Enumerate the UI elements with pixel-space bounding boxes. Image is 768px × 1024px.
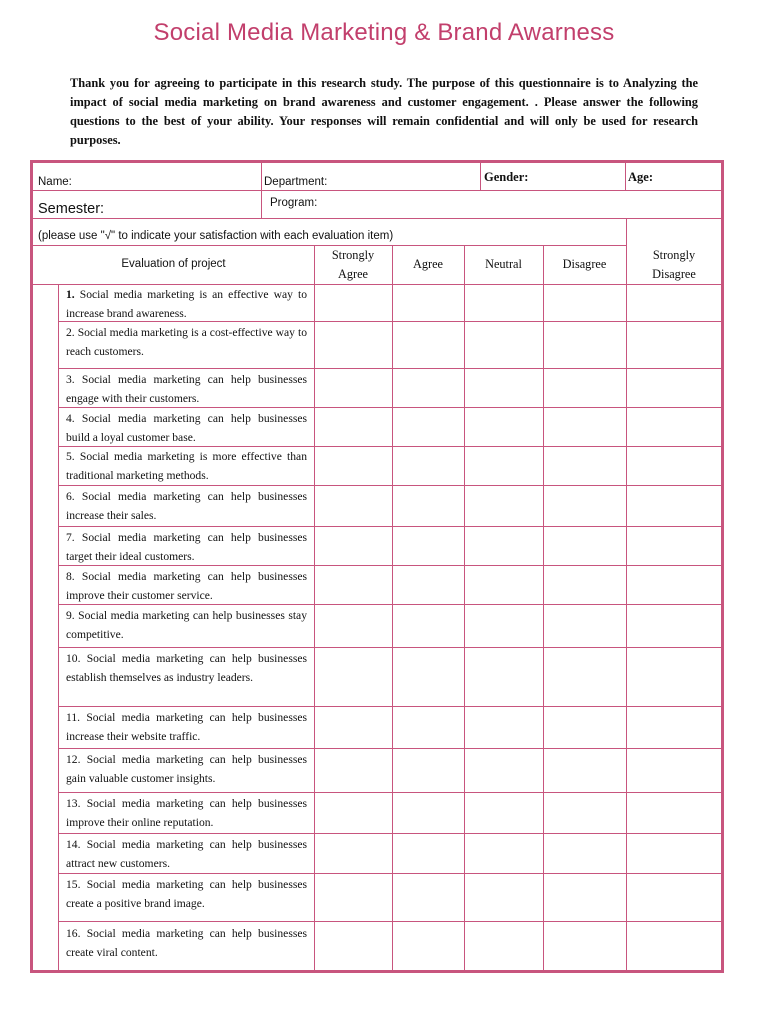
answer-cell-disagree[interactable] [544, 447, 626, 485]
question-text: Social media marketing is a cost-effective way to reach customers. [66, 326, 307, 358]
question-text: Social media marketing can help businesses establish themselves as industry leaders. [66, 652, 307, 684]
question-number: 15. [66, 878, 81, 891]
question-number: 16. [66, 927, 81, 940]
question-item [66, 447, 307, 485]
number-col-divider [58, 284, 59, 970]
answer-cell-strongly-disagree[interactable] [627, 369, 721, 407]
question-number: 3. [66, 373, 75, 386]
answer-cell-neutral[interactable] [465, 447, 543, 485]
header-disagree: Disagree [562, 257, 607, 271]
answer-cell-strongly-agree[interactable] [315, 322, 392, 368]
question-text: Social media marketing can help businesses stay competitive. [66, 609, 307, 641]
answer-cell-strongly-disagree[interactable] [627, 648, 721, 706]
question-text: Social media marketing can help businesses increase their sales. [66, 490, 307, 522]
question-text: Social media marketing can help businesses engage with their customers. [66, 373, 307, 405]
answer-cell-agree[interactable] [393, 605, 464, 647]
answer-cell-strongly-agree[interactable] [315, 447, 392, 485]
answer-cell-agree[interactable] [393, 369, 464, 407]
question-item [66, 835, 307, 873]
answer-cell-disagree[interactable] [544, 707, 626, 748]
instruction-text: (please use "√" to indicate your satisfaction with each evaluation item) [38, 230, 394, 242]
answer-cell-strongly-agree[interactable] [315, 566, 392, 604]
answer-cell-agree[interactable] [393, 486, 464, 526]
answer-cell-strongly-agree[interactable] [315, 707, 392, 748]
answer-cell-strongly-disagree[interactable] [627, 527, 721, 565]
header-agree: Agree [412, 257, 444, 271]
answer-cell-agree[interactable] [393, 749, 464, 792]
answer-cell-neutral[interactable] [465, 648, 543, 706]
answer-cell-neutral[interactable] [465, 408, 543, 446]
question-item [66, 528, 307, 566]
answer-cell-neutral[interactable] [465, 527, 543, 565]
answer-cell-disagree[interactable] [544, 322, 626, 368]
answer-cell-agree[interactable] [393, 566, 464, 604]
question-item [66, 567, 307, 605]
answer-cell-strongly-disagree[interactable] [627, 793, 721, 833]
question-item [66, 875, 307, 913]
gender-label: Gender: [484, 170, 529, 184]
question-item [66, 649, 307, 687]
answer-cell-disagree[interactable] [544, 874, 626, 921]
answer-cell-disagree[interactable] [544, 369, 626, 407]
answer-cell-disagree[interactable] [544, 793, 626, 833]
answer-cell-strongly-disagree[interactable] [627, 834, 721, 873]
answer-cell-strongly-disagree[interactable] [627, 486, 721, 526]
answer-cell-neutral[interactable] [465, 793, 543, 833]
answer-cell-neutral[interactable] [465, 707, 543, 748]
question-number: 5. [66, 450, 75, 463]
answer-cell-disagree[interactable] [544, 605, 626, 647]
answer-cell-neutral[interactable] [465, 486, 543, 526]
answer-cell-agree[interactable] [393, 527, 464, 565]
question-item [66, 370, 307, 408]
answer-cell-disagree[interactable] [544, 922, 626, 970]
answer-cell-agree[interactable] [393, 922, 464, 970]
header-strongly-agree: Strongly Agree [331, 248, 375, 281]
answer-cell-strongly-agree[interactable] [315, 285, 392, 321]
answer-cell-neutral[interactable] [465, 369, 543, 407]
answer-cell-disagree[interactable] [544, 834, 626, 873]
answer-cell-agree[interactable] [393, 707, 464, 748]
answer-cell-agree[interactable] [393, 322, 464, 368]
question-number: 12. [66, 753, 81, 766]
answer-cell-agree[interactable] [393, 447, 464, 485]
program-label: Program: [270, 197, 318, 209]
answer-cell-disagree[interactable] [544, 566, 626, 604]
answer-cell-strongly-agree[interactable] [315, 527, 392, 565]
question-number: 8. [66, 570, 75, 583]
question-text: Social media marketing can help businesses build a loyal customer base. [66, 412, 307, 444]
answer-cell-strongly-disagree[interactable] [627, 749, 721, 792]
question-text: Social media marketing can help businesses improve their customer service. [66, 570, 307, 602]
name-label: Name: [38, 176, 72, 188]
question-text: Social media marketing can help businesses improve their online reputation. [66, 797, 307, 829]
answer-cell-agree[interactable] [393, 408, 464, 446]
question-item [66, 487, 307, 525]
answer-cell-strongly-disagree[interactable] [627, 605, 721, 647]
question-text: Social media marketing is more effective than traditional marketing methods. [66, 450, 307, 482]
answer-cell-neutral[interactable] [465, 749, 543, 792]
question-text: Social media marketing can help businesses create viral content. [66, 927, 307, 959]
answer-cell-strongly-agree[interactable] [315, 648, 392, 706]
department-label: Department: [264, 176, 328, 188]
question-text: Social media marketing can help businesses create a positive brand image. [66, 878, 307, 910]
answer-cell-strongly-agree[interactable] [315, 486, 392, 526]
answer-cell-strongly-agree[interactable] [315, 749, 392, 792]
answer-cell-neutral[interactable] [465, 566, 543, 604]
question-number: 7. [66, 531, 75, 544]
answer-cell-strongly-disagree[interactable] [627, 408, 721, 446]
answer-cell-strongly-disagree[interactable] [627, 447, 721, 485]
answer-cell-strongly-agree[interactable] [315, 605, 392, 647]
question-number: 11. [66, 711, 81, 724]
question-number: 1. [66, 288, 75, 301]
semester-label: Semester: [38, 201, 105, 217]
answer-cell-strongly-agree[interactable] [315, 922, 392, 970]
header-neutral: Neutral [485, 257, 522, 271]
answer-cell-neutral[interactable] [465, 605, 543, 647]
answer-cell-neutral[interactable] [465, 834, 543, 873]
answer-cell-strongly-agree[interactable] [315, 793, 392, 833]
question-number: 2. [66, 326, 75, 339]
info-col-divider [261, 163, 262, 218]
answer-cell-neutral[interactable] [465, 285, 543, 321]
answer-cell-strongly-disagree[interactable] [627, 874, 721, 921]
answer-cell-disagree[interactable] [544, 648, 626, 706]
question-item [66, 708, 307, 746]
answer-cell-neutral[interactable] [465, 922, 543, 970]
answer-cell-strongly-agree[interactable] [315, 408, 392, 446]
answer-cell-strongly-agree[interactable] [315, 874, 392, 921]
question-number: 6. [66, 490, 75, 503]
answer-cell-agree[interactable] [393, 285, 464, 321]
answer-cell-disagree[interactable] [544, 408, 626, 446]
question-item [66, 323, 307, 361]
info-col-divider [625, 163, 626, 190]
answer-cell-agree[interactable] [393, 648, 464, 706]
info-row-divider [33, 218, 721, 219]
intro-paragraph: Thank you for agreeing to participate in this research study. The purpose of this questionnaire is to Analyzing the impact of social media marketing on brand awareness and customer engagement. . Please answer the following questions to the best of your ability. Your responses will remain confidential and will only be used for research purposes. [70, 76, 698, 147]
answer-cell-neutral[interactable] [465, 874, 543, 921]
question-item [66, 924, 307, 962]
question-item [66, 794, 307, 832]
question-number: 9. [66, 609, 75, 622]
question-number: 4. [66, 412, 75, 425]
question-number: 14. [66, 838, 81, 851]
question-text: Social media marketing can help businesses attract new customers. [66, 838, 307, 870]
answer-cell-disagree[interactable] [544, 486, 626, 526]
question-text: Social media marketing can help businesses increase their website traffic. [66, 711, 307, 743]
answer-cell-disagree[interactable] [544, 285, 626, 321]
answer-cell-agree[interactable] [393, 874, 464, 921]
question-text: Social media marketing can help businesses target their ideal customers. [66, 531, 307, 563]
question-number: 13. [66, 797, 81, 810]
answer-cell-agree[interactable] [393, 834, 464, 873]
header-evaluation: Evaluation of project [121, 258, 226, 270]
question-text: Social media marketing can help businesses gain valuable customer insights. [66, 753, 307, 785]
question-item [66, 606, 307, 644]
info-row-divider [33, 190, 721, 191]
info-col-divider [480, 163, 481, 190]
answer-cell-strongly-disagree[interactable] [627, 285, 721, 321]
header-strongly-disagree: Strongly Disagree [652, 248, 696, 281]
answer-cell-agree[interactable] [393, 793, 464, 833]
page-title: Social Media Marketing & Brand Awarness [153, 19, 615, 46]
answer-cell-disagree[interactable] [544, 749, 626, 792]
answer-cell-neutral[interactable] [465, 322, 543, 368]
answer-cell-strongly-disagree[interactable] [627, 566, 721, 604]
answer-cell-strongly-agree[interactable] [315, 834, 392, 873]
question-text: Social media marketing is an effective way to increase brand awareness. [66, 288, 307, 320]
question-item [66, 409, 307, 447]
question-item [66, 750, 307, 788]
age-label: Age: [628, 170, 653, 184]
answer-cell-disagree[interactable] [544, 527, 626, 565]
answer-cell-strongly-disagree[interactable] [627, 322, 721, 368]
question-item [66, 285, 307, 323]
question-number: 10. [66, 652, 81, 665]
answer-cell-strongly-disagree[interactable] [627, 707, 721, 748]
answer-cell-strongly-disagree[interactable] [627, 922, 721, 970]
answer-cell-strongly-agree[interactable] [315, 369, 392, 407]
